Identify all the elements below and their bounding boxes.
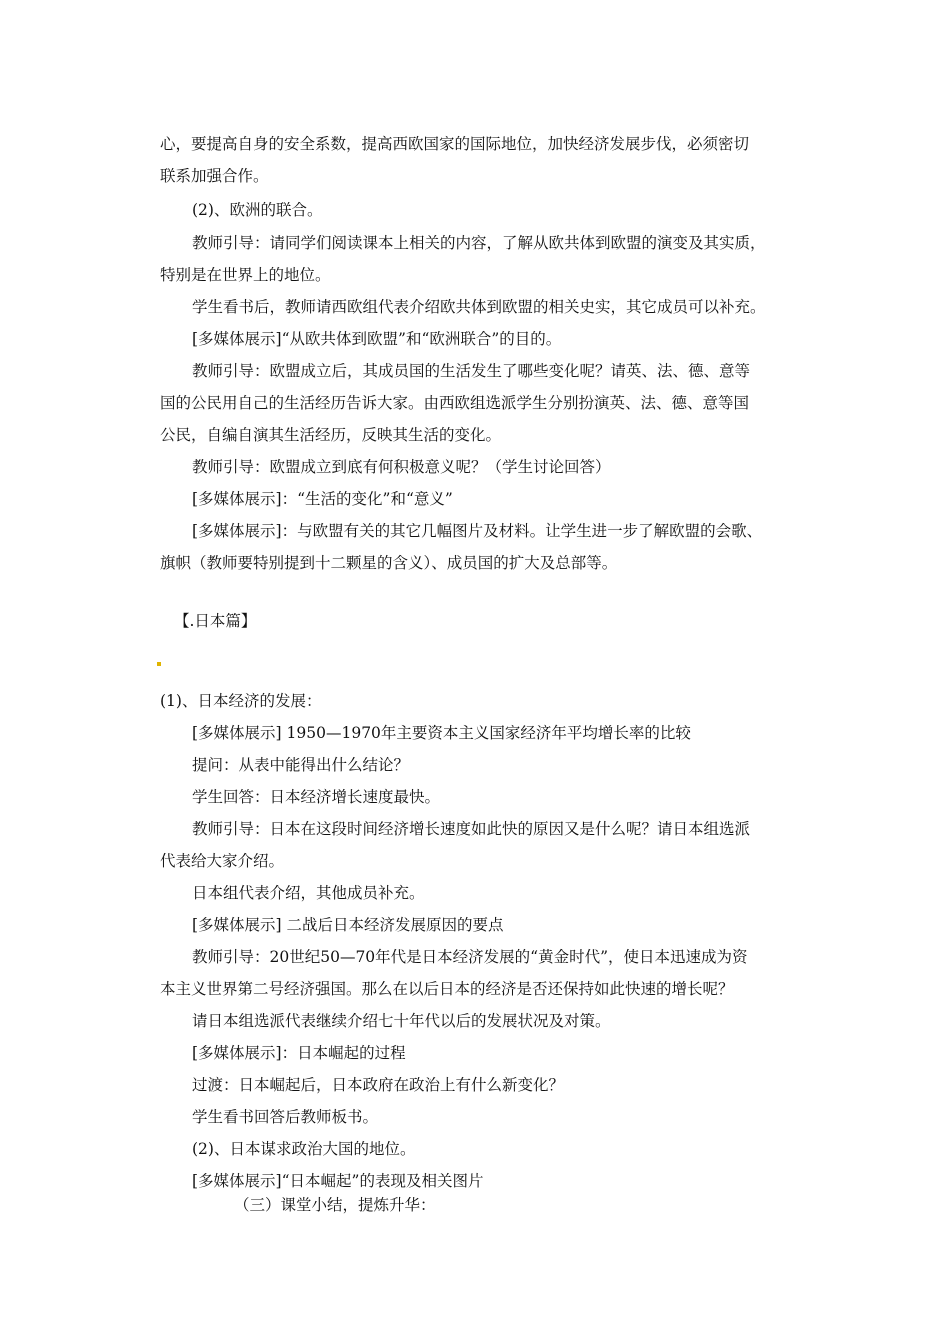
- paragraph-line: 学生回答：日本经济增长速度最快。: [192, 788, 441, 806]
- paragraph-line: 公民，自编自演其生活经历，反映其生活的变化。: [160, 426, 502, 444]
- paragraph-line: 特别是在世界上的地位。: [160, 266, 331, 284]
- section-heading: (1)、日本经济的发展：: [160, 692, 322, 710]
- section-title: 【.日本篇】: [174, 612, 257, 630]
- section-heading: （三）课堂小结，提炼升华：: [234, 1196, 436, 1214]
- paragraph-line: [多媒体展示]“日本崛起”的表现及相关图片: [192, 1172, 484, 1190]
- paragraph-line: 旗帜（教师要特别提到十二颗星的含义）、成员国的扩大及总部等。: [160, 554, 618, 572]
- paragraph-line: 过渡：日本崛起后，日本政府在政治上有什么新变化？: [192, 1076, 565, 1094]
- paragraph-line: [多媒体展示] 1950—1970年主要资本主义国家经济年平均增长率的比较: [192, 724, 691, 742]
- paragraph-line: 学生看书回答后教师板书。: [192, 1108, 379, 1126]
- paragraph-line: 代表给大家介绍。: [160, 852, 285, 870]
- paragraph-line: 本主义世界第二号经济强国。那么在以后日本的经济是否还保持如此快速的增长呢？: [160, 980, 734, 998]
- paragraph-line: 心，要提高自身的安全系数，提高西欧国家的国际地位，加快经济发展步伐，必须密切: [160, 135, 750, 153]
- paragraph-line: 日本组代表介绍，其他成员补充。: [192, 884, 425, 902]
- paragraph-line: 请日本组选派代表继续介绍七十年代以后的发展状况及对策。: [192, 1012, 611, 1030]
- paragraph-line: 教师引导：请同学们阅读课本上相关的内容，了解从欧共体到欧盟的演变及其实质，: [192, 234, 766, 252]
- paragraph-line: 教师引导：20世纪50—70年代是日本经济发展的“黄金时代”，使日本迅速成为资: [192, 948, 748, 966]
- section-heading: (2)、欧洲的联合。: [192, 201, 323, 219]
- mark-dot: [157, 662, 161, 666]
- paragraph-line: [多媒体展示] 二战后日本经济发展原因的要点: [192, 916, 504, 934]
- paragraph-line: 提问：从表中能得出什么结论？: [192, 756, 410, 774]
- paragraph-line: 联系加强合作。: [160, 167, 269, 185]
- paragraph-line: [多媒体展示]：“生活的变化”和“意义”: [192, 490, 453, 508]
- paragraph-line: [多媒体展示]“从欧共体到欧盟”和“欧洲联合”的目的。: [192, 330, 562, 348]
- paragraph-line: 学生看书后，教师请西欧组代表介绍欧共体到欧盟的相关史实，其它成员可以补充。: [192, 298, 766, 316]
- paragraph-line: 教师引导：欧盟成立后，其成员国的生活发生了哪些变化呢？请英、法、德、意等: [192, 362, 751, 380]
- paragraph-line: [多媒体展示]：日本崛起的过程: [192, 1044, 406, 1062]
- paragraph-line: [多媒体展示]：与欧盟有关的其它几幅图片及材料。让学生进一步了解欧盟的会歌、: [192, 522, 763, 540]
- paragraph-line: 教师引导：日本在这段时间经济增长速度如此快的原因又是什么呢？请日本组选派: [192, 820, 751, 838]
- section-heading: (2)、日本谋求政治大国的地位。: [192, 1140, 416, 1158]
- paragraph-line: 国的公民用自己的生活经历告诉大家。由西欧组选派学生分别扮演英、法、德、意等国: [160, 394, 750, 412]
- paragraph-line: 教师引导：欧盟成立到底有何积极意义呢？（学生讨论回答）: [192, 458, 611, 476]
